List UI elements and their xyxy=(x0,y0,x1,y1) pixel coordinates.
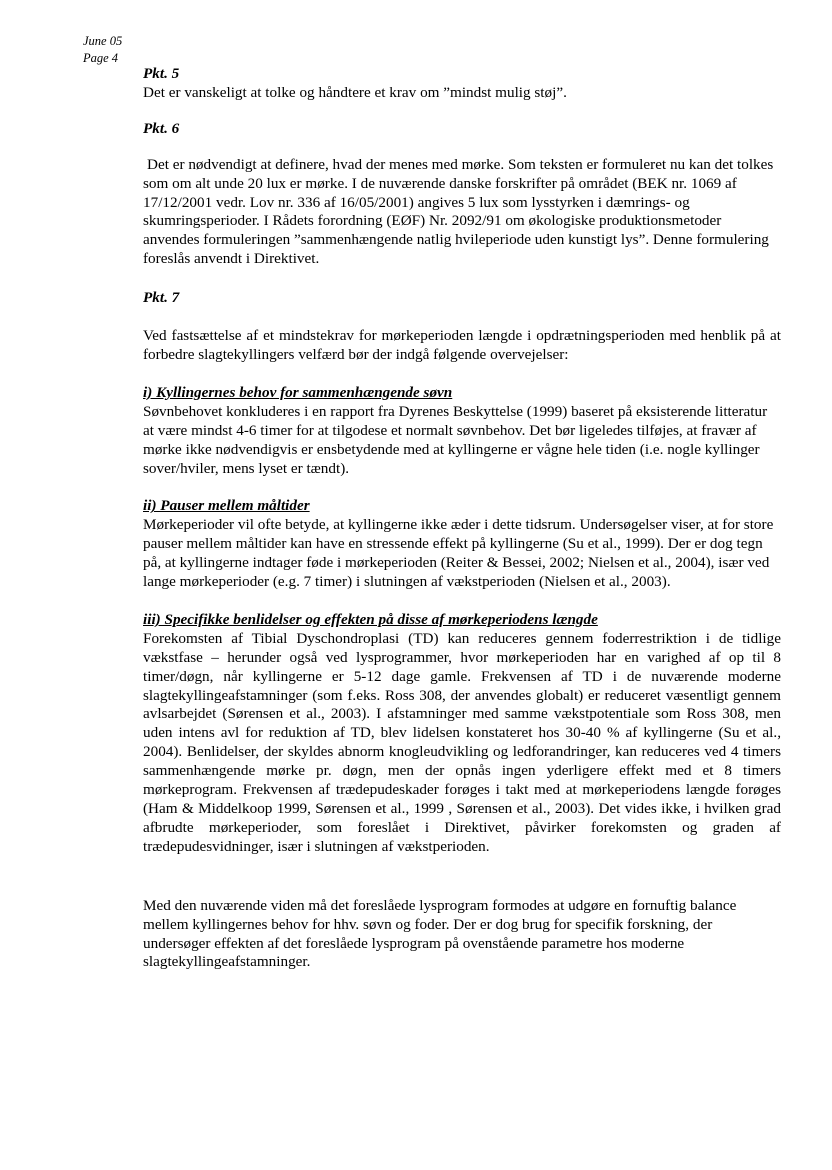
section1-text: Søvnbehovet konkluderes i en rapport fra Dyrenes Beskyttelse (1999) baseret på eksisterende litteratur at være mindst 4-6 timer for at tilgodese et normalt søvnbehov. Det bør ligeledes tilføjes, at fravær af mørke ikke nødvendigvis er ensbetydende med at kyllingerne er vågne hele tiden (i.e. nogle kyllinger sover/hviler, mens lyset er tændt). xyxy=(143,402,768,477)
pkt7-intro: Ved fastsættelse af et mindstekrav for mørkeperioden længde i opdrætningsperioden med henblik på at forbedre slagtekyllingers velfærd bør der indgå følgende overvejelser: xyxy=(143,327,781,363)
header-date: June 05 xyxy=(83,34,123,48)
section3-heading: iii) Specifikke benlidelser og effekten på disse af mørkeperiodens længde xyxy=(143,610,598,628)
page-header xyxy=(83,33,122,67)
conclusion-text: Med den nuværende viden må det foreslåede lysprogram formodes at udgøre en fornuftig balance mellem kyllingernes behov for hhv. søvn og foder. Der er dog brug for specifik forskning, der undersøger effekten af det foreslåede lysprogram på ovenstående parametre hos moderne slagtekyllingeafstamninger. xyxy=(143,896,737,971)
section1-heading: i) Kyllingernes behov for sammenhængende søvn xyxy=(143,383,453,401)
pkt6-heading: Pkt. 6 xyxy=(143,119,180,137)
pkt5-heading: Pkt. 5 xyxy=(143,65,180,82)
header-page-number: Page 4 xyxy=(83,51,119,65)
pkt7-heading: Pkt. 7 xyxy=(143,289,180,307)
section2-heading: ii) Pauser mellem måltider xyxy=(143,497,310,515)
section3-text: Forekomsten af Tibial Dyschondroplasi (TD) kan reduceres gennem foderrestriktion i de tidlige vækstfase – herunder også ved lysprogrammer, hvor mørkeperioden har en varighed af op til 8 timer/døgn, når kyllingerne er 5-12 dage gamle. Frekvensen af TD i de nuværende moderne slagtekyllingeafstamninger (som f.eks. Ross 308, der anvendes globalt) er reduceret væsentligt gennem avlsarbejdet (Sørensen et al., 2003). I afstamninger med samme vækstpotentiale som Ross 308, men uden intens avl for reduktion af TD, blev lidelsen konstateret hos 30-40 % af kyllingerne (Su et al., 2004). Benlidelser, der skyldes abnorm knogleudvikling og ledforandringer, kan reduceres ved 4 timers sammenhængende mørke pr. døgn, men der opnås ingen yderligere effekt med et 8 timers mørkeprogram. Frekvensen af trædepudeskader forøges i takt med at mørkeperiodens længde forøges (Ham & Middelkoop 1999, Sørensen et al., 1999 , Sørensen et al., 2003). Det vides ikke, i hvilken grad afbrudte mørkeperioder, som foreslået i Direktivet, påvirker forekomsten og graden af trædepudesvidninger, især i slutningen af vækstperioden. xyxy=(143,629,781,855)
pkt5-text: Det er vanskeligt at tolke og håndtere et krav om ”mindst mulig støj”. xyxy=(143,83,567,101)
document-body xyxy=(143,65,781,972)
section2-text: Mørkeperioder vil ofte betyde, at kyllingerne ikke æder i dette tidsrum. Undersøgelser viser, at for store pauser mellem måltider kan have en stressende effekt på kyllingerne (Su et al., 1999). Der er dog tegn på, at kyllingerne indtager føde i mørkeperioden (Reiter & Bessei, 2002; Nielsen et al., 2004), især ved lange mørkeperioder (e.g. 7 timer) i slutningen af vækstperioden (Nielsen et al., 2003). xyxy=(143,516,774,591)
pkt6-text: Det er nødvendigt at definere, hvad der menes med mørke. Som teksten er formuleret nu kan det tolkes som om alt unde 20 lux er mørke. I de nuværende danske forskrifter på området (BEK nr. 1069 af 17/12/2001 vedr. Lov nr. 336 af 16/05/2001) angives 5 lux som lysstyrken i dæmrings- og skumringsperioder. I Rådets forordning (EØF) Nr. 2092/91 om økologiske produktionsmetoder anvendes formuleringen ”sammenhængende natlig hvileperiode uden kunstigt lys”. Denne formulering foreslås anvendt i Direktivet. xyxy=(143,155,774,268)
